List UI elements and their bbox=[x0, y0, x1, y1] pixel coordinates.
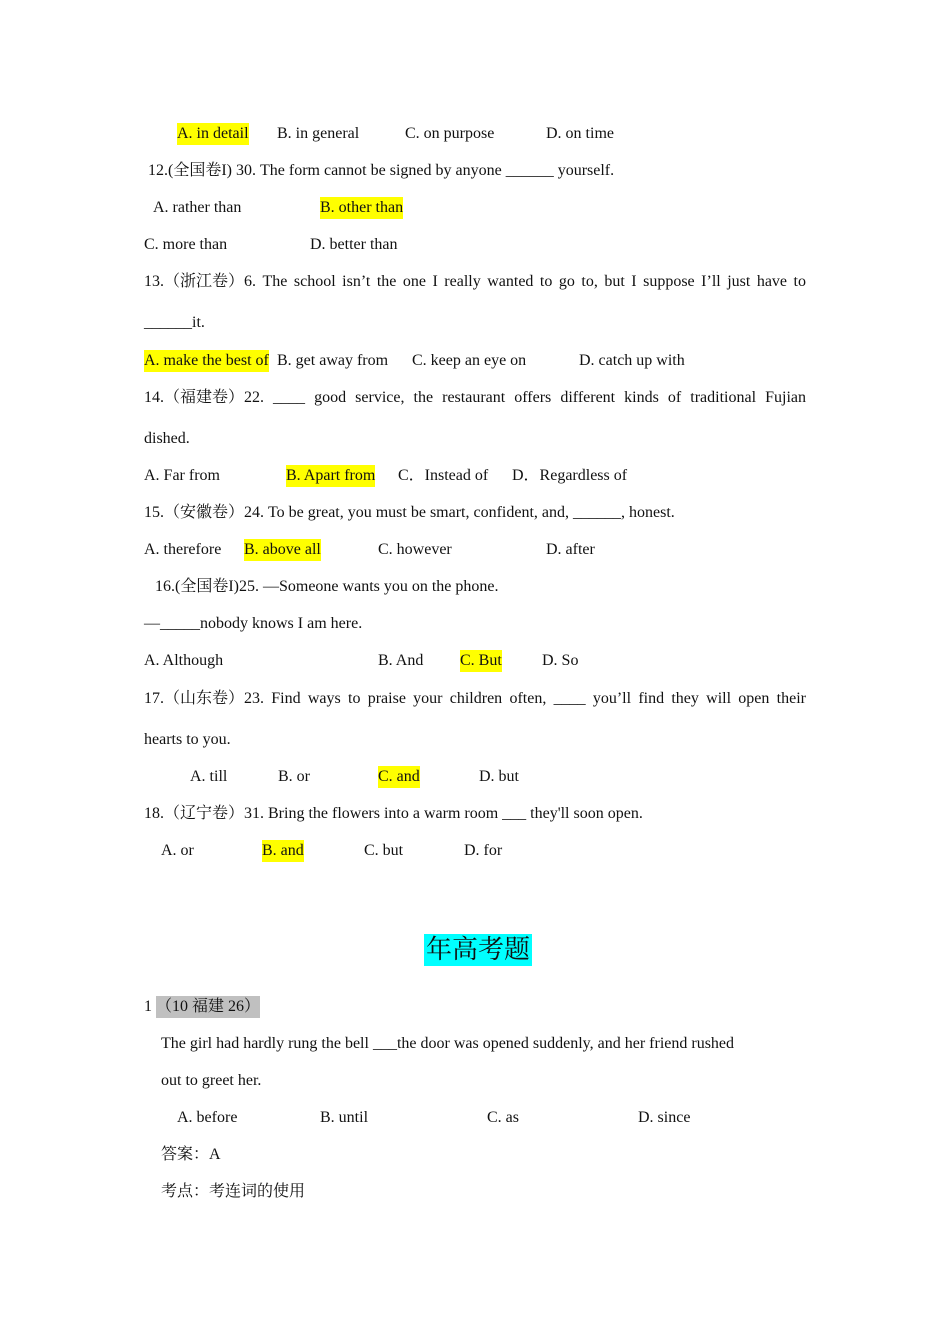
q18-option-a: A. or bbox=[161, 842, 194, 859]
q11-option-c: C. on purpose bbox=[405, 125, 495, 142]
q14-option-a: A. Far from bbox=[144, 467, 220, 484]
q17-option-c: C. and bbox=[378, 766, 420, 788]
q18-option-d: D. for bbox=[464, 842, 503, 859]
q15-option-d: D. after bbox=[546, 541, 595, 558]
q16-stem: 16.(全国卷I)25. —Someone wants you on the phone. bbox=[155, 578, 499, 595]
s1-answer: 答案：A bbox=[161, 1146, 221, 1163]
q12-option-d: D. better than bbox=[310, 236, 398, 253]
q18-option-c: C. but bbox=[364, 842, 404, 859]
q14-option-c: C．Instead of bbox=[398, 467, 489, 484]
q12-option-a: A. rather than bbox=[153, 199, 242, 216]
q14-stem-cont: dished. bbox=[144, 430, 190, 447]
q13-option-a: A. make the best of bbox=[144, 350, 269, 372]
section-title: 年高考题 bbox=[426, 935, 531, 964]
q16-option-c: C. But bbox=[460, 650, 502, 672]
q17-option-a: A. till bbox=[190, 768, 228, 785]
q15-option-a: A. therefore bbox=[144, 541, 222, 558]
s1-point: 考点：考连词的使用 bbox=[161, 1183, 306, 1200]
q15-stem: 15.（安徽卷）24. To be great, you must be smart, confident, and, ______, honest. bbox=[144, 504, 675, 521]
s1-option-d: D. since bbox=[638, 1109, 691, 1126]
q11-option-b: B. in general bbox=[277, 125, 360, 142]
q16-option-a: A. Although bbox=[144, 652, 224, 669]
s1-option-c: C. as bbox=[487, 1109, 519, 1126]
q13-option-c: C. keep an eye on bbox=[412, 352, 527, 369]
q16-option-d: D. So bbox=[542, 652, 579, 669]
s1-stem: The girl had hardly rung the bell ___the door was opened suddenly, and her friend rushed bbox=[161, 1035, 735, 1052]
q12-stem: 12.(全国卷I) 30. The form cannot be signed by anyone ______ yourself. bbox=[148, 162, 615, 179]
q15-option-b: B. above all bbox=[244, 539, 321, 561]
q15-option-c: C. however bbox=[378, 541, 452, 558]
q18-option-b: B. and bbox=[262, 840, 304, 862]
q12-option-b: B. other than bbox=[320, 197, 403, 219]
q13-stem-cont: ______it. bbox=[144, 314, 205, 331]
q13-stem: 13.（浙江卷）6. The school isn’t the one I really wanted to go to, but I suppose I’ll just have to bbox=[144, 273, 806, 290]
q14-option-b: B. Apart from bbox=[286, 465, 375, 487]
s1-option-a: A. before bbox=[177, 1109, 238, 1126]
q11-option-d: D. on time bbox=[546, 125, 614, 142]
q13-option-d: D. catch up with bbox=[579, 352, 685, 369]
q17-stem-cont: hearts to you. bbox=[144, 731, 231, 748]
q16-option-b: B. And bbox=[378, 652, 424, 669]
s1-option-b: B. until bbox=[320, 1109, 369, 1126]
q12-option-c: C. more than bbox=[144, 236, 228, 253]
s1-source-tag: （10 福建 26） bbox=[156, 996, 260, 1018]
q14-stem: 14.（福建卷）22. ____ good service, the restaurant offers different kinds of traditional Fujian bbox=[144, 389, 806, 406]
q11-option-a: A. in detail bbox=[177, 123, 249, 145]
q17-option-b: B. or bbox=[278, 768, 310, 785]
q14-option-d: D．Regardless of bbox=[512, 467, 628, 484]
q17-option-d: D. but bbox=[479, 768, 519, 785]
s1-stem-cont: out to greet her. bbox=[161, 1072, 262, 1089]
s1-number: 1 bbox=[144, 998, 152, 1015]
q18-stem: 18.（辽宁卷）31. Bring the flowers into a warm room ___ they'll soon open. bbox=[144, 805, 643, 822]
q13-option-b: B. get away from bbox=[277, 352, 389, 369]
q17-stem: 17.（山东卷）23. Find ways to praise your children often, ____ you’ll find they will open their bbox=[144, 690, 806, 707]
q16-stem-cont: —_____nobody knows I am here. bbox=[144, 615, 363, 632]
